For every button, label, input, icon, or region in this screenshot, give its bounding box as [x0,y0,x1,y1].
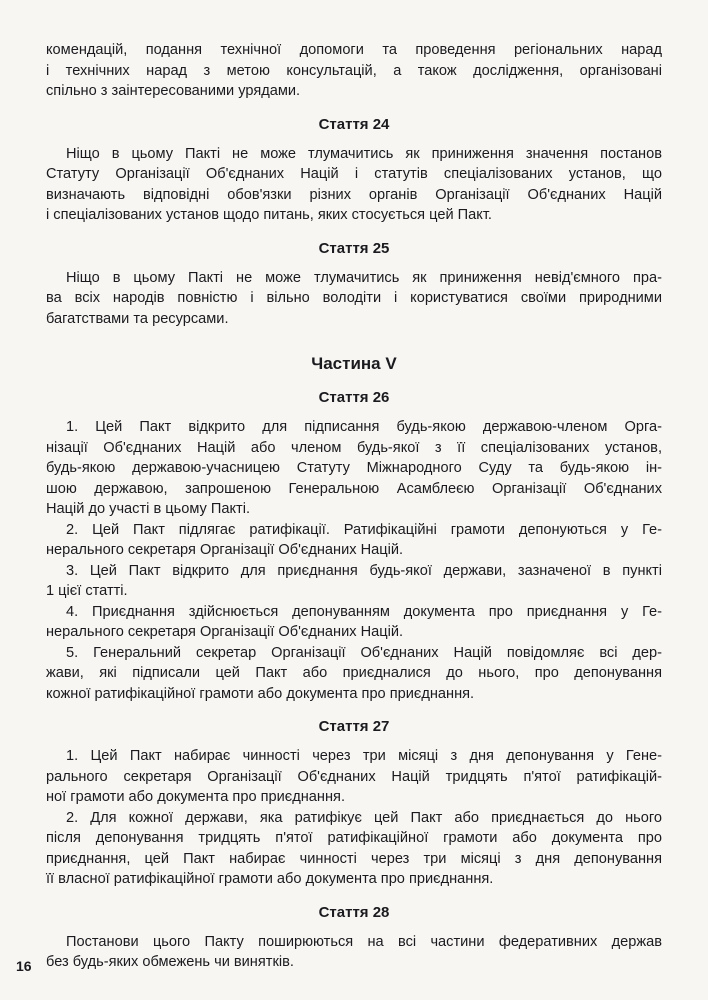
text-line: нерального секретаря Організації Об'єднаних Націй. [46,542,404,558]
intro-paragraph [46,40,662,102]
text-line: будь-якою державою-учасницею Статуту Міжнародного Суду та будь-якою ін- [46,460,662,476]
article-26-paragraph-3 [46,561,662,602]
text-line: приєднання, цей Пакт набирає чинності через три місяці з дня депонування [46,850,662,867]
text-line: ва всіх народів повністю і вільно володіти і користуватися своїми природними [46,290,662,306]
text-line: 5. Генеральний секретар Організації Об'єднаних Націй повідомляє всі дер- [66,644,662,661]
text-line: 1. Цей Пакт відкрито для підписання будь-якою державою-членом Орга- [66,419,662,435]
article-24-paragraph [46,144,662,226]
article-26-paragraph-1 [46,417,662,520]
article-26-paragraph-2 [46,520,662,561]
article-24-heading: Стаття 24 [318,115,390,133]
text-line: нерального секретаря Організації Об'єднаних Націй. [46,624,404,640]
text-line: 2. Для кожної держави, яка ратифікує цей Пакт або приєднається до нього [66,809,662,826]
article-27-heading: Стаття 27 [318,718,390,735]
text-line: 1. Цей Пакт набирає чинності через три місяці з дня депонування у Гене- [66,748,662,764]
text-line: комендацій, подання технічної допомоги та проведення регіональних нарад [46,42,662,58]
text-line: Статуту Організації Об'єднаних Націй і статутів спеціалізованих установ, що [46,166,662,182]
part-5-heading: Частина V [311,354,397,373]
text-line: Ніщо в цьому Пакті не може тлумачитись як приниження значення постанов [66,145,662,162]
text-line: Ніщо в цьому Пакті не може тлумачитись як приниження невід'ємного пра- [66,269,662,286]
text-line: спільно з заінтересованими урядами. [46,83,301,99]
text-line: нізації Об'єднаних Націй або членом будь-якої з її спеціалізованих установ, [46,439,662,456]
text-line: Постанови цього Пакту поширюються на всі частини федеративних держав [66,933,662,950]
text-line: і технічних нарад з метою консультацій, а також дослідження, організовані [46,62,662,79]
text-line: після депонування тридцять п'ятої ратифікаційної грамоти або документа про [46,830,662,846]
article-28-heading: Стаття 28 [318,903,390,921]
text-line: багатствами та ресурсами. [46,310,229,327]
text-line: рального секретаря Організації Об'єднаних Націй тридцять п'ятої ратифікацій- [46,768,662,785]
text-line: Націй до участі в цьому Пакті. [46,501,251,517]
text-line: 1 цієї статті. [46,583,128,599]
text-line: визначають відповідні обов'язки різних органів Організації Об'єднаних Націй [46,186,662,203]
text-line: 2. Цей Пакт підлягає ратифікації. Ратифікаційні грамоти депонуються у Ге- [66,521,662,538]
text-line: без будь-яких обмежень чи винятків. [46,954,294,970]
article-26-heading: Стаття 26 [318,389,390,406]
text-line: і спеціалізованих установ щодо питань, яких стосується цей Пакт. [46,207,492,223]
text-line: кожної ратифікаційної грамоти або документа про приєднання. [46,685,475,702]
text-line: 3. Цей Пакт відкрито для приєднання будь-якої держави, зазначеної в пункті [66,562,662,579]
text-line: жави, які підписали цей Пакт або приєдналися до нього, про депонування [46,665,662,681]
article-27-paragraph-2 [46,808,662,890]
text-line: шою державою, запрошеною Генеральною Асамблеєю Організації Об'єднаних [46,480,662,497]
page-number: 16 [16,958,32,974]
article-27-paragraph-1 [46,746,662,808]
article-25-paragraph [46,268,662,330]
text-line: ної грамоти або документа про приєднання. [46,789,345,805]
text-line: 4. Приєднання здійснюється депонуванням документа про приєднання у Ге- [66,603,662,620]
article-26-paragraph-4 [46,602,662,643]
text-line: її власної ратифікаційної грамоти або документа про приєднання. [46,871,494,887]
article-28-paragraph [46,932,662,973]
article-26-paragraph-5 [46,643,662,705]
article-25-heading: Стаття 25 [318,239,390,257]
